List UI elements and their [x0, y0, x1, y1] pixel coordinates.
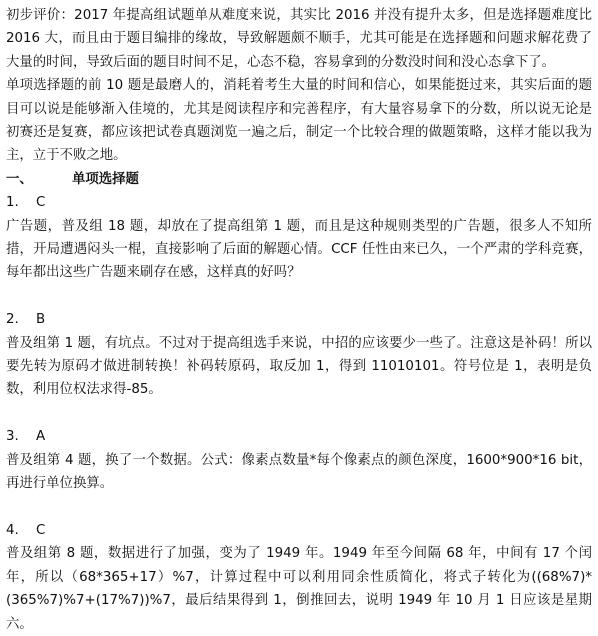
answer-letter: B — [36, 312, 46, 328]
question-number: 2. — [6, 312, 19, 328]
question-number: 3. — [6, 429, 19, 445]
question-explanation: 普及组第 8 题，数据进行了加强，变为了 1949 年。1949 年至今间隔 68 年，中间有 17 个闰年，所以（68*365+17）%7，计算过程中可以利用同余性质简化，将式子转化为((68%7)*(365%7)%7+(17%7))%7，最后结果得到 1，倒推回去，说明 1949 年 10 月 1 日应该是星期六。 — [6, 546, 592, 632]
answer-letter: A — [36, 429, 46, 445]
question-explanation: 普及组第 1 题，有坑点。不过对于提高组选手来说，中招的应该要少一些了。注意这是补码！所以要先转为原码才做进制转换！补码转原码，取反加 1，得到 11010101。符号位是 1，表明是负数，利用位权法求得-85。 — [6, 335, 592, 398]
question-number: 1. — [6, 195, 19, 211]
question-explanation: 普及组第 4 题，换了一个数据。公式：像素点数量*每个像素点的颜色深度，1600*900*16 bit，再进行单位换算。 — [6, 452, 592, 492]
section-heading — [6, 168, 592, 191]
answer-line — [6, 519, 592, 542]
section-number: 一、 — [6, 171, 33, 187]
spacer — [6, 402, 592, 425]
question-explanation: 广告题，普及组 18 题，却放在了提高组第 1 题，而且是这种规则类型的广告题，很多人不知所措，开局遭遇闷头一棍，直接影响了后面的解题心情。CCF 任性由来已久，一个严肃的学科竞赛，每年都出这些广告题来刷存在感，这样真的好吗？ — [6, 218, 592, 281]
advice-paragraph: 单项选择题的前 10 题是最磨人的，消耗着考生大量的时间和信心，如果能挺过来，其实后面的题目可以说是能够渐入佳境的，尤其是阅读程序和完善程序，有大量容易拿下的分数，所以说无论是初赛还是复赛，都应该把试卷真题浏览一遍之后，制定一个比较合理的做题策略，这样才能以我为主，立于不败之地。 — [6, 78, 592, 164]
spacer — [6, 496, 592, 519]
answer-line — [6, 191, 592, 214]
answer-letter: C — [36, 522, 46, 538]
spacer — [6, 285, 592, 308]
answer-line — [6, 425, 592, 448]
evaluation-paragraph: 初步评价：2017 年提高组试题单从难度来说，其实比 2016 并没有提升太多，但是选择题难度比 2016 大，而且由于题目编排的缘故，导致解题颇不顺手，尤其可能是在选择题和问题求解花费了大量的时间，导致后面的题目时间不足，心态不稳，容易拿到的分数没时间和没心态拿下了。 — [6, 8, 592, 70]
question-number: 4. — [6, 522, 19, 538]
section-title: 单项选择题 — [72, 171, 139, 187]
answer-letter: C — [36, 195, 46, 211]
answer-line — [6, 308, 592, 331]
